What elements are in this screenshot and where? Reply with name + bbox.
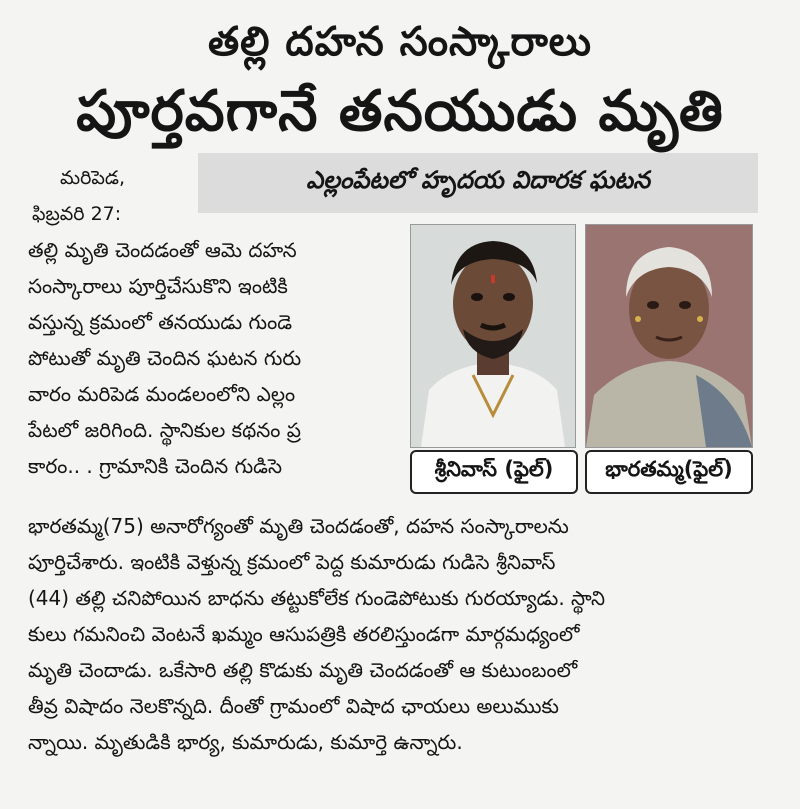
subheadline: ఎల్లంపేటలో హృదయ విదారక ఘటన (306, 166, 650, 194)
body-line: న్నాయి. మృతుడికి భార్య, కుమారుడు, కుమార్తె ఉన్నారు. (28, 730, 463, 754)
body-line: పోటుతో మృతి చెందిన ఘటన గురు (28, 346, 302, 370)
body-line: (44) తల్లి చనిపోయిన బాధను తట్టుకోలేక గుండెపోటుకు గురయ్యాడు. స్థాని (28, 586, 606, 610)
column-text (28, 232, 404, 484)
body-line: మృతి చెందాడు. ఒకేసారి తల్లి కొడుకు మృతి చెందడంతో ఆ కుటుంబంలో (28, 658, 578, 682)
woman-portrait-icon (586, 225, 752, 447)
dateline (32, 160, 125, 232)
man-portrait-icon (411, 225, 575, 447)
kicker-headline: తల్లి దహన సంస్కారాలు (207, 19, 592, 65)
clipped-previous-text (0, 0, 800, 14)
photo-caption-bharatamma (585, 450, 753, 494)
photo-caption-srinivas (410, 450, 578, 494)
full-width-text (28, 508, 770, 760)
dateline-date: ఫిబ్రవరి 27: (32, 203, 122, 225)
body-line: కారం.. . గ్రామానికి చెందిన గుడిసె (28, 454, 283, 478)
body-line: వారం మరిపెడ మండలంలోని ఎల్లం (28, 382, 296, 406)
clipped-next-headline (0, 790, 800, 809)
body-line: కులు గమనించి వెంటనే ఖమ్మం ఆసుపత్రికి తరలిస్తుండగా మార్గమధ్యంలో (28, 622, 580, 646)
body-line: పేటలో జరిగింది. స్థానికుల కథనం ప్ర (28, 418, 301, 442)
photo-srinivas (410, 224, 576, 448)
subheadline-box (198, 153, 758, 213)
main-headline: పూర్తవగానే తనయుడు మృతి (76, 79, 724, 144)
photo-bharatamma (585, 224, 753, 448)
body-line: వస్తున్న క్రమంలో తనయుడు గుండె (28, 310, 293, 334)
body-line: సంస్కారాలు పూర్తిచేసుకొని ఇంటికి (28, 274, 288, 298)
dateline-place: మరిపెడ, (60, 167, 125, 189)
caption-text: శ్రీనివాస్ (ఫైల్) (434, 457, 554, 481)
body-line: భారతమ్మ(75) అనారోగ్యంతో మృతి చెందడంతో, దహన సంస్కారాలను (28, 514, 569, 538)
body-line: తీవ్ర విషాదం నెలకొన్నది. దీంతో గ్రామంలో విషాద ఛాయలు అలుముకు (28, 694, 559, 718)
body-line: తల్లి మృతి చెందడంతో ఆమె దహన (28, 238, 297, 262)
caption-text: భారతమ్మ(ఫైల్) (605, 457, 733, 481)
body-line: పూర్తిచేశారు. ఇంటికి వెళ్తున్న క్రమంలో పెద్ద కుమారుడు గుడిసె శ్రీనివాస్ (28, 550, 556, 574)
